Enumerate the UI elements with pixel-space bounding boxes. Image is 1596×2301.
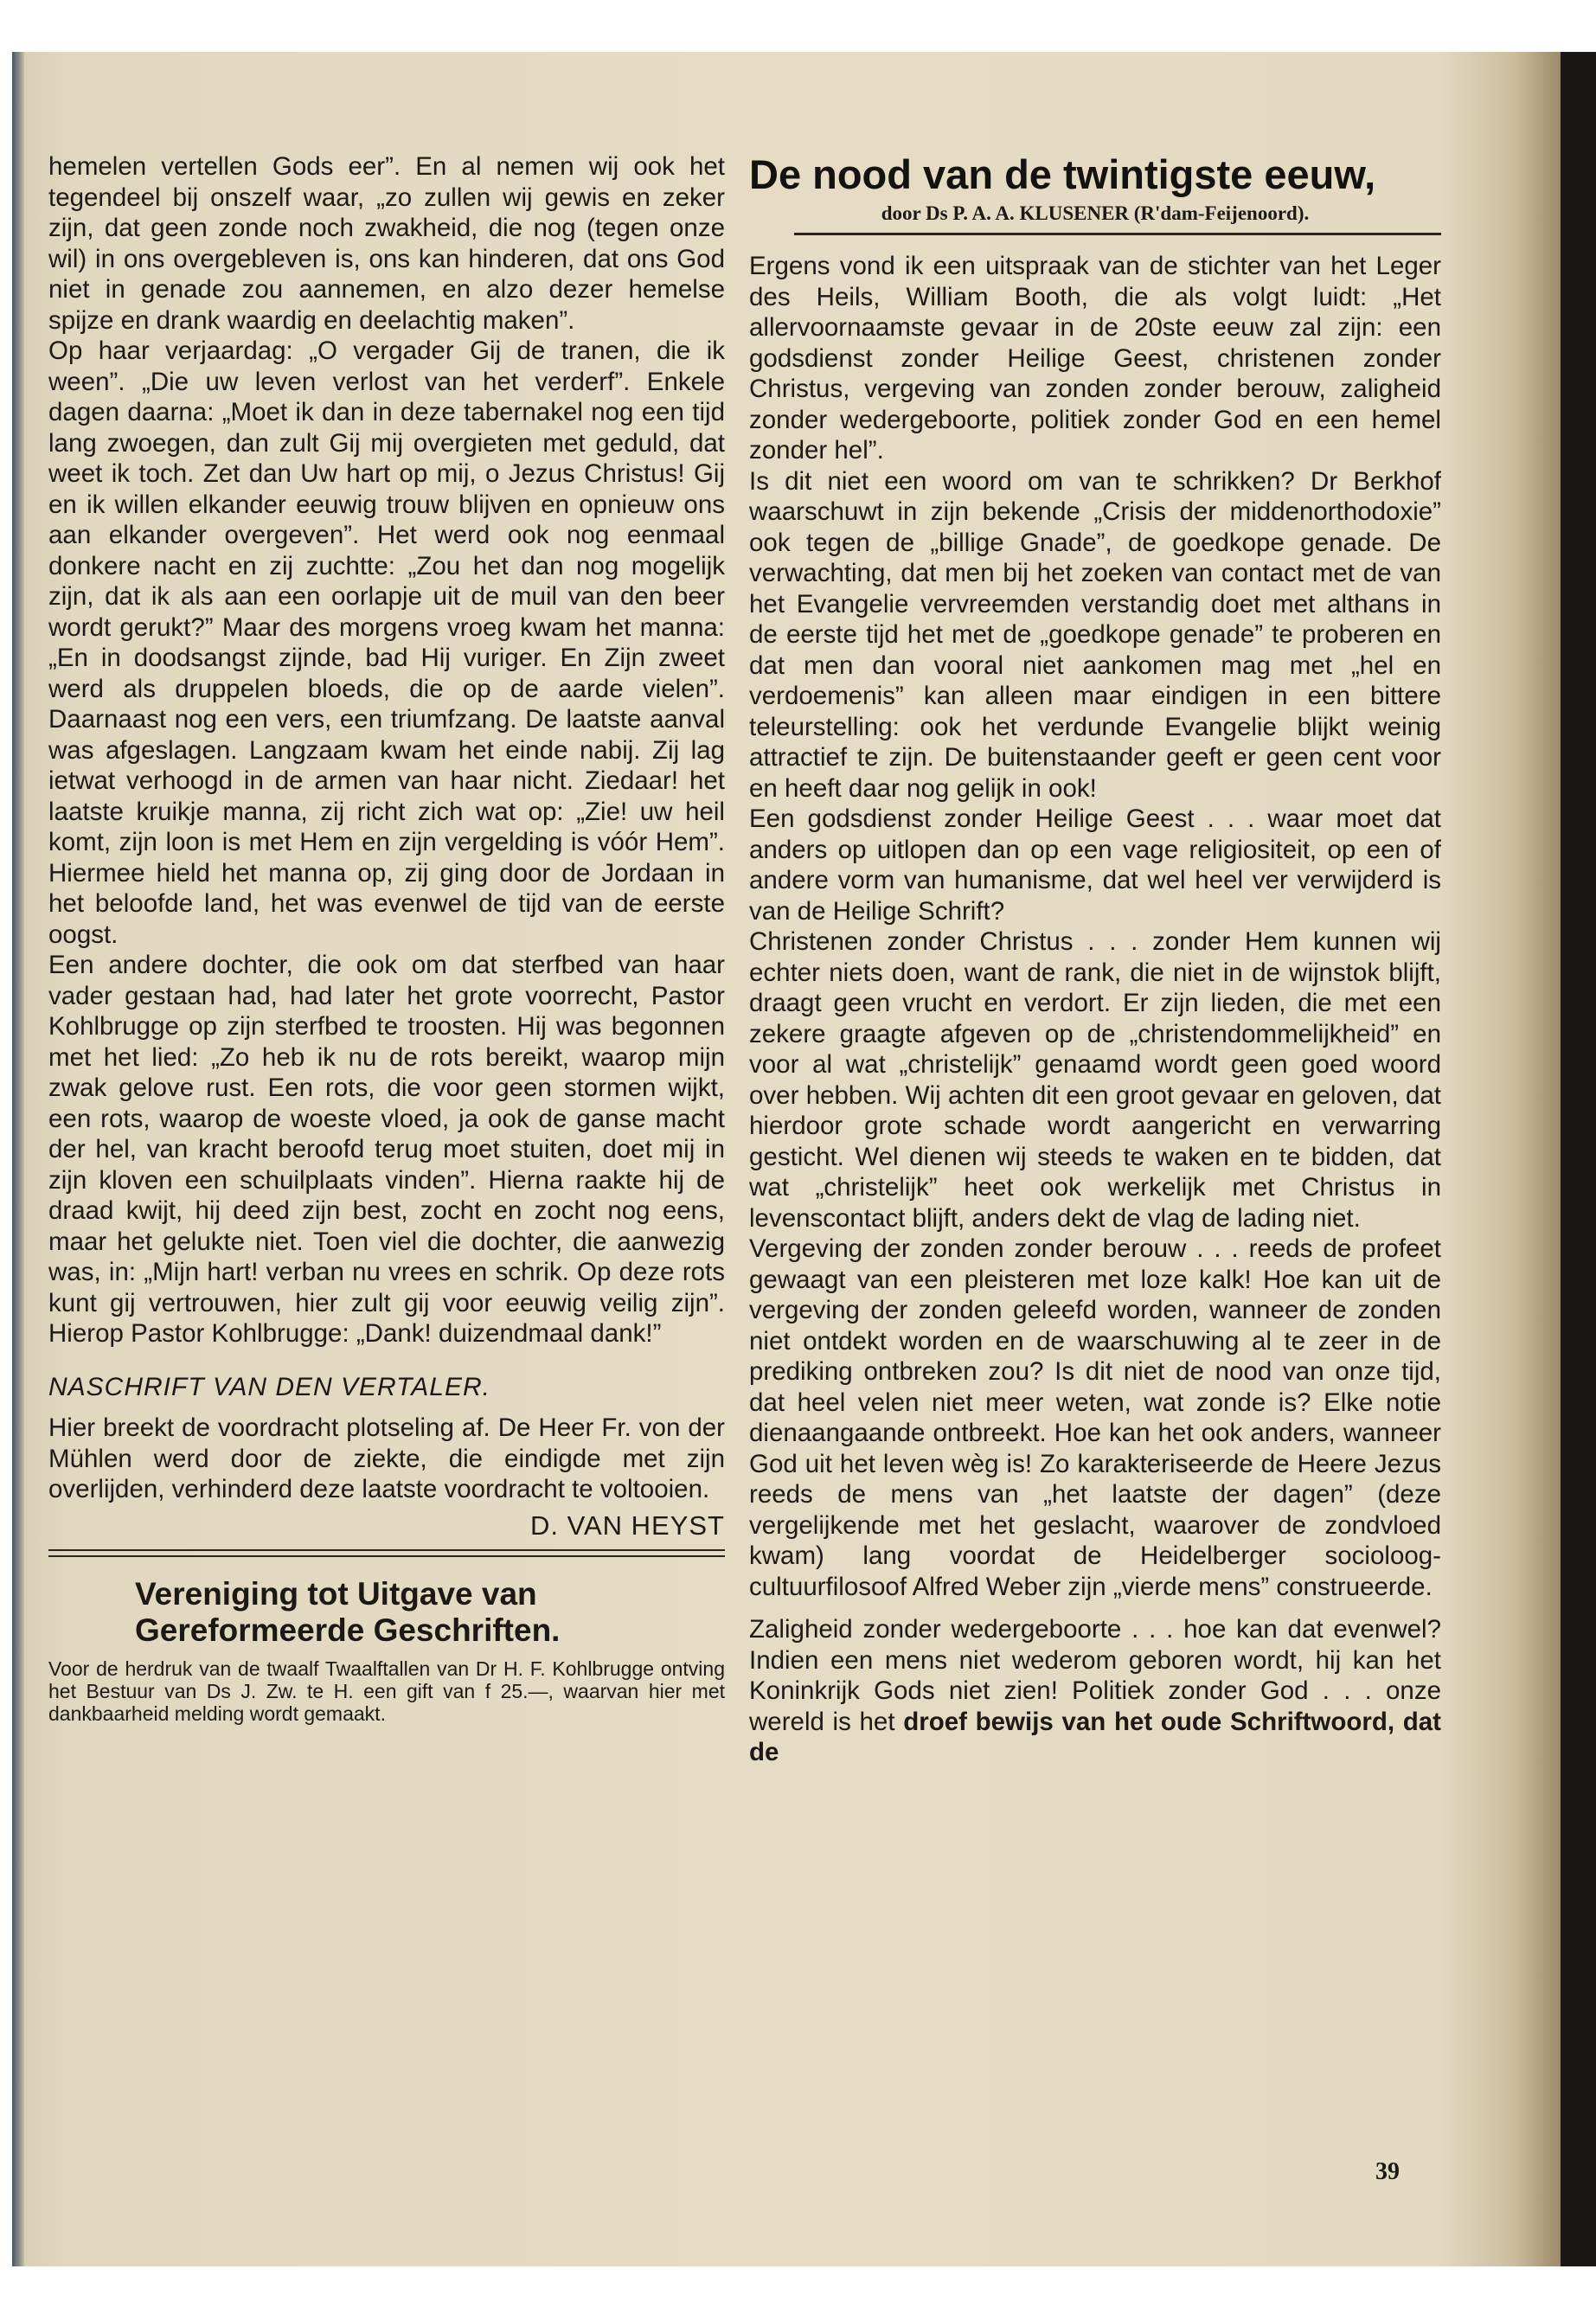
right-paragraph-5: Vergeving der zonden zonder berouw . . . reeds de profeet gewaagt van een pleisteren met loze kalk! Hoe kan uit de vergeving der zonden geleefd worden, wanneer de zonden niet ontdekt worden en de waarschuwing al te zeer in de prediking ontbreken zou? Is dit niet de nood van onze tijd, dat heel velen niet meer weten, wat zonde is? Elke notie dienaangaande ontbreekt. Hoe kan het ook anders, wanneer God uit het leven wèg is! Zo karakteriseerde de Heere Jezus reeds de mens van „het laatste der dagen” (deze vergelijkende met het geslacht, waarover de zondvloed kwam) lang voordat de Heidelberger socioloog-cultuurfilosoof Alfred Weber zijn „vierde mens” construeerde.: [749, 1234, 1441, 1601]
scan-margin-bottom: [0, 2266, 1596, 2301]
article-title: De nood van de twintigste eeuw,: [749, 151, 1376, 197]
section-divider: [48, 1549, 725, 1557]
left-paragraph-2: Op haar verjaardag: „O vergader Gij de tranen, die ik ween”. „Die uw leven verlost van het verderf”. Enkele dagen daarna: „Moet ik dan in deze tabernakel nog een tijd lang zwoegen, dan zult Gij mij overgieten met geduld, dat weet ik toch. Zet dan Uw hart op mij, o Jezus Christus! Gij en ik willen elkander eeuwig trouw blijven en opnieuw ons aan elkander overgeven”. Het werd ook nog eenmaal donkere nacht en zij zuchtte: „Zou het dan nog mogelijk zijn, dat ik als aan een oorlapje uit de muil van den beer wordt gerukt?” Maar des morgens vroeg kwam het manna: „En in doodsangst zijnde, bad Hij vuriger. En Zijn zweet werd als druppelen bloeds, die op de aarde vielen”. Daarnaast nog een vers, een triumfzang. De laatste aanval was afgeslagen. Langzaam kwam het einde nabij. Zij lag ietwat verhoogd in de armen van haar nicht. Ziedaar! het laatste kruikje manna, zij richt zich wat op: „Zie! uw heil komt, zijn loon is met Hem en zijn vergelding is vóór Hem”. Hiermee hield het manna op, zij ging door de Jordaan in het beloofde land, het was evenwel de tijd van de eerste oogst.: [48, 336, 725, 949]
left-column: [48, 151, 725, 1725]
right-paragraph-3: Een godsdienst zonder Heilige Geest . . . waar moet dat anders op uitlopen dan op een vage religiositeit, op een of andere vorm van humanisme, dat wel heel ver verwijderd is van de Heilige Schrift?: [749, 804, 1441, 926]
right-paragraph-4: Christenen zonder Christus . . . zonder Hem kunnen wij echter niets doen, want de rank, die niet in de wijnstok blijft, draagt geen vrucht en verdort. Er zijn lieden, die met een zekere graagte afgeven op de „christendommelijkheid” en voor al wat „christelijk” genaamd wordt geen goed woord over hebben. Wij achten dit een groot gevaar en geloven, dat hierdoor grote schade wordt aangericht en verwarring gesticht. Wel dienen wij steeds te waken en te bidden, dat wat „christelijk” heet ook werkelijk met Christus in levenscontact blijft, anders dekt de vlag de lading niet.: [749, 927, 1441, 1233]
right-paragraph-6: [749, 1614, 1441, 1768]
translator-signature: D. VAN HEYST: [529, 1509, 725, 1541]
right-paragraph-6-end: droef bewijs van het oude Schriftwoord, dat de: [749, 1707, 1442, 1766]
scan-margin-top: [0, 0, 1596, 52]
magazine-page: [12, 52, 1561, 2266]
book-spine-edge: [12, 52, 24, 2266]
postscript-heading: NASCHRIFT VAN DEN VERTALER.: [48, 1372, 490, 1401]
postscript-text: Hier breekt de voordracht plotseling af. De Heer Fr. von der Mühlen werd door de ziekte, die eindigde met zijn overlijden, verhinderd deze laatste voordracht te voltooien.: [48, 1413, 725, 1503]
right-paragraph-2: Is dit niet een woord om van te schrikken? Dr Berkhof waarschuwt in zijn bekende „Crisis der middenorthodoxie” ook tegen de „billige Gnade”, de goedkope genade. De verwachting, dat men bij het zoeken van contact met de van het Evangelie vervreemden verstandig doet met althans in de eerste tijd het met de „goedkope genade” te proberen en dat men dan vooral niet aankomen mag met „hel en verdoemenis” kan alleen maar eindigen in een bittere teleurstelling: ook het verdunde Evangelie blijkt weinig attractief te zijn. De buitenstaander geeft er geen cent voor en heeft daar nog gelijk in ook!: [749, 466, 1441, 803]
scan-margin-left: [0, 0, 12, 2301]
page-number: 39: [1375, 2158, 1400, 2185]
notice-text: Voor de herdruk van de twaalf Twaalftallen van Dr H. F. Kohlbrugge ontving het Bestuur van Ds J. Zw. te H. een gift van f 25.—, waarvan hier met dankbaarheid melding wordt gemaakt.: [48, 1657, 725, 1725]
notice-heading: Vereniging tot Uitgave van Gereformeerde Geschriften.: [135, 1576, 561, 1648]
right-column: [749, 151, 1441, 1768]
article-author: door Ds P. A. A. KLUSENER (R'dam-Feijenoord).: [881, 202, 1310, 224]
right-paragraph-1: Ergens vond ik een uitspraak van de stichter van het Leger des Heils, William Booth, die als volgt luidt: „Het allervoornaamste gevaar in de 20ste eeuw zal zijn: een godsdienst zonder Heilige Geest, christenen zonder Christus, vergeving van zonden zonder berouw, zaligheid zonder wedergeboorte, politiek zonder God en een hemel zonder hel”.: [749, 252, 1441, 465]
author-underline: [794, 233, 1441, 235]
left-paragraph-3: Een andere dochter, die ook om dat sterfbed van haar vader gestaan had, had later het grote voorrecht, Pastor Kohlbrugge op zijn sterfbed te troosten. Hij was begonnen met het lied: „Zo heb ik nu de rots bereikt, waarop mijn zwak gelove rust. Een rots, die voor geen stormen wijkt, een rots, waarop de woeste vloed, ja ook de ganse macht der hel, van kracht beroofd terug moet stuiten, doet mij in zijn kloven een schuilplaats vinden”. Hierna raakte hij de draad kwijt, hij deed zijn best, zocht en zocht nog eens, maar het gelukte niet. Toen viel die dochter, die aanwezig was, in: „Mijn hart! verban nu vrees en schrik. Op deze rots kunt gij vertrouwen, hier zult gij voor eeuwig veilig zijn”. Hierop Pastor Kohlbrugge: „Dank! duizendmaal dank!”: [48, 951, 725, 1348]
right-paragraph-6-text: Zaligheid zonder wedergeboorte . . . hoe kan dat evenwel? Indien een mens niet wederom geboren wordt, hij kan het Koninkrijk Gods niet zien! Politiek zonder God . . . onze wereld is het: [749, 1615, 1441, 1736]
left-paragraph-1: hemelen vertellen Gods eer”. En al nemen wij ook het tegendeel bij onszelf waar, „zo zullen wij gewis en zeker zijn, dat geen zonde noch zwakheid, die nog (tegen onze wil) in ons overgebleven is, ons kan hinderen, dat ons God niet in genade zou aannemen, en alzo dezer hemelse spijze en drank waardig en deelachtig maken”.: [48, 152, 725, 335]
